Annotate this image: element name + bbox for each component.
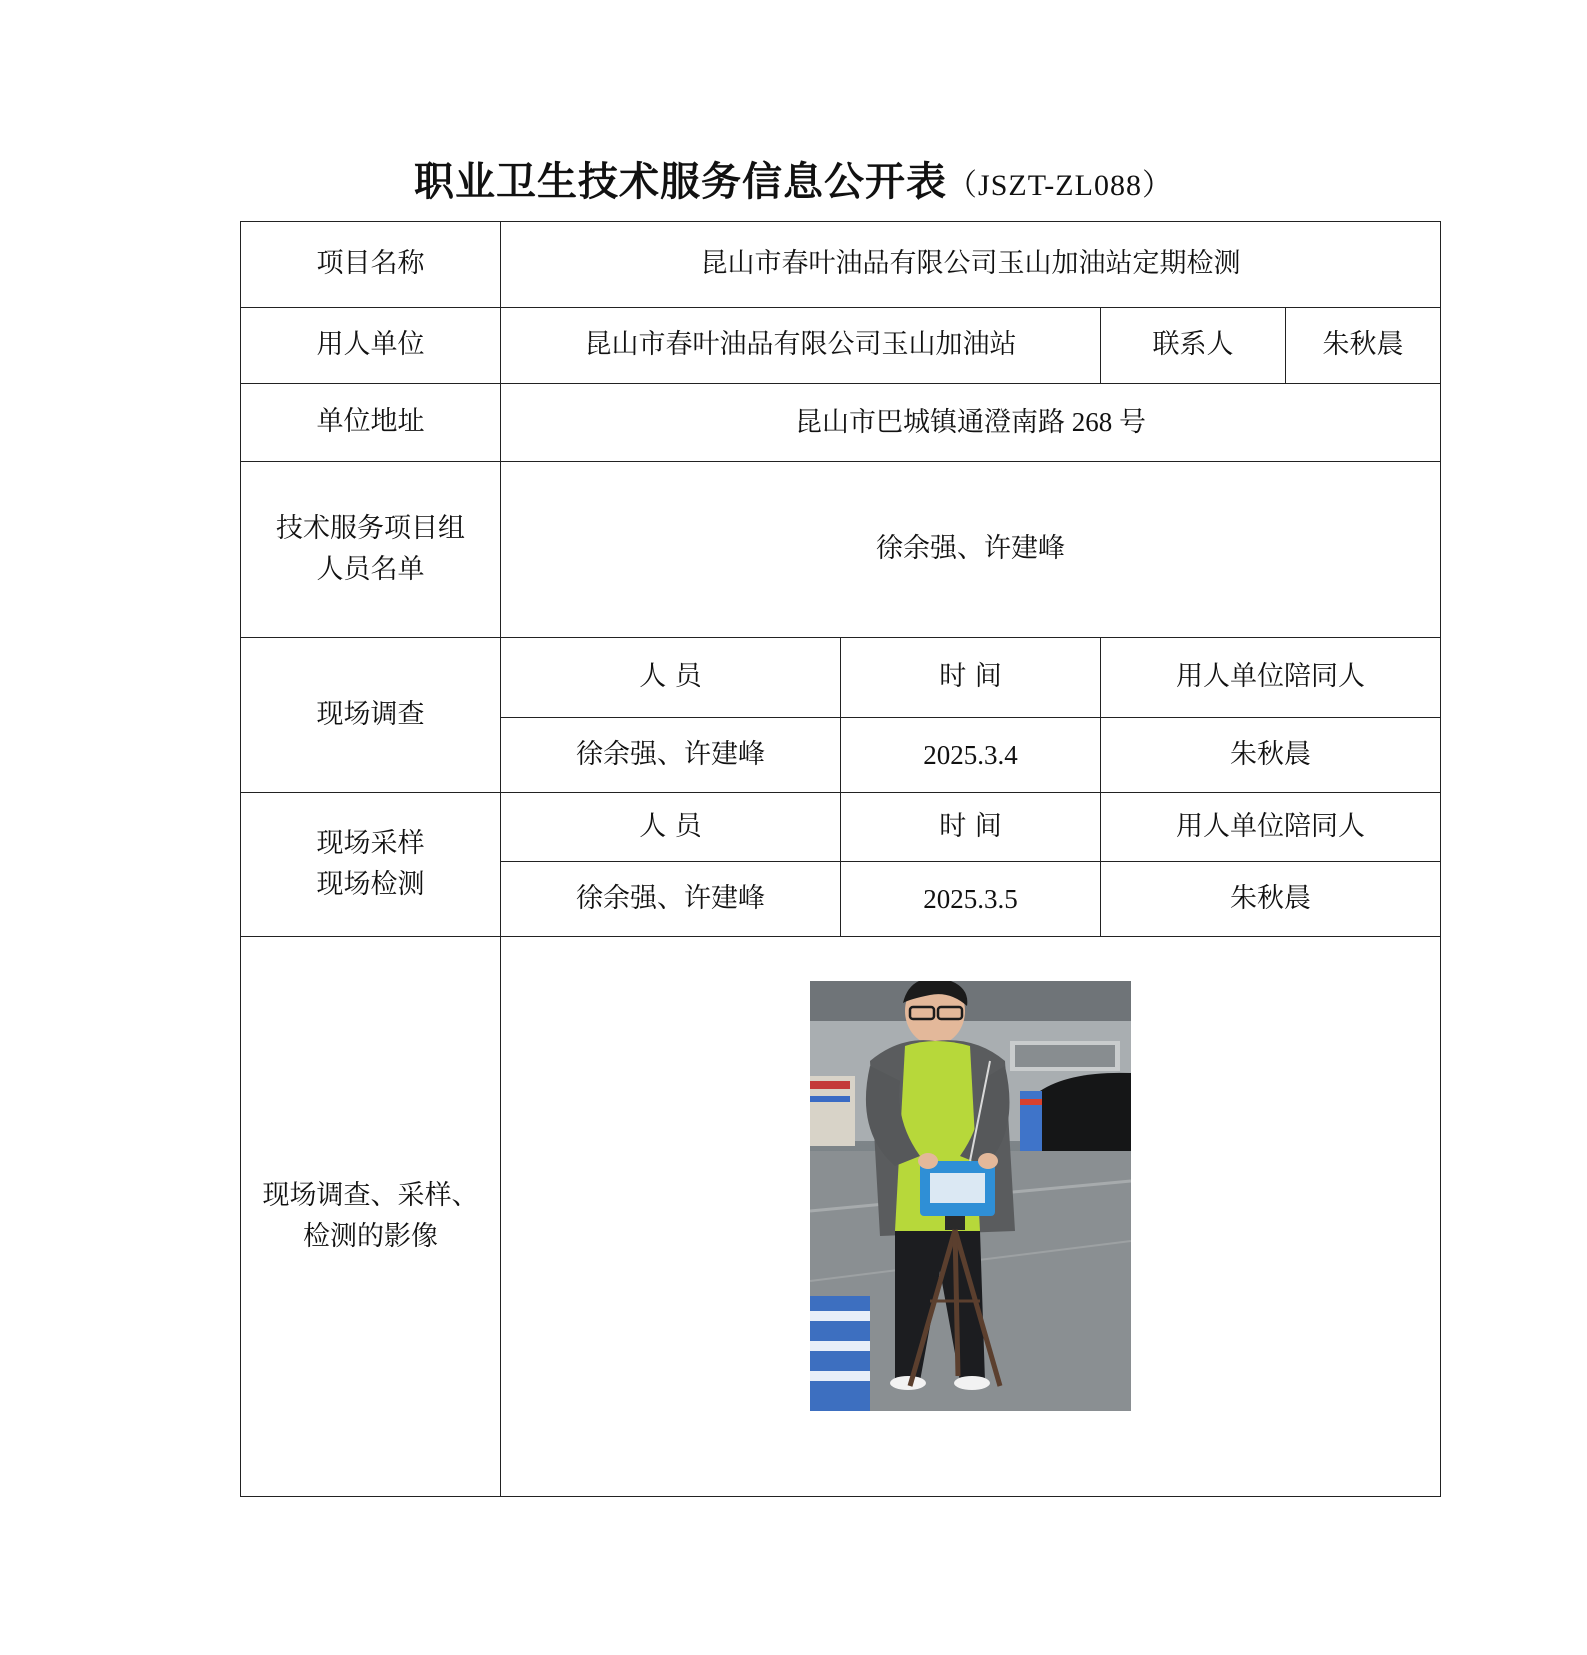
team-label-line1: 技术服务项目组 [276, 513, 465, 544]
images-cell [501, 937, 1441, 1497]
team-label [241, 462, 501, 638]
survey-col-time: 时 间 [841, 638, 1101, 718]
title-text: 职业卫生技术服务信息公开表 [414, 158, 948, 205]
row-address [241, 384, 1441, 462]
sampling-col-time: 时 间 [841, 793, 1101, 862]
team-value: 徐余强、许建峰 [501, 462, 1441, 638]
team-label-line2: 人员名单 [316, 553, 425, 585]
sampling-companion: 朱秋晨 [1101, 862, 1441, 937]
site-photo-illustration [810, 981, 1131, 1411]
sampling-person: 徐余强、许建峰 [501, 862, 841, 937]
survey-companion: 朱秋晨 [1101, 718, 1441, 793]
survey-time: 2025.3.4 [841, 718, 1101, 793]
row-team [241, 462, 1441, 638]
images-label-line1: 现场调查、采样、 [262, 1180, 479, 1211]
sampling-time: 2025.3.5 [841, 862, 1101, 937]
employer-label: 用人单位 [241, 308, 501, 384]
survey-col-companion: 用人单位陪同人 [1101, 638, 1441, 718]
sampling-label-line1: 现场采样 [316, 828, 425, 859]
page-title [0, 150, 1587, 207]
sampling-col-companion: 用人单位陪同人 [1101, 793, 1441, 862]
row-employer [241, 308, 1441, 384]
address-value: 昆山市巴城镇通澄南路 268 号 [501, 384, 1441, 462]
project-value: 昆山市春叶油品有限公司玉山加油站定期检测 [501, 222, 1441, 308]
row-survey-header [241, 638, 1441, 718]
contact-label: 联系人 [1101, 308, 1286, 384]
site-photo [810, 981, 1131, 1411]
address-label: 单位地址 [241, 384, 501, 462]
info-table [240, 221, 1441, 1497]
employer-value: 昆山市春叶油品有限公司玉山加油站 [501, 308, 1101, 384]
project-label: 项目名称 [241, 222, 501, 308]
images-label [241, 937, 501, 1497]
survey-person: 徐余强、许建峰 [501, 718, 841, 793]
title-code: （JSZT-ZL088） [947, 169, 1173, 202]
sampling-label-line2: 现场检测 [316, 868, 425, 900]
row-project [241, 222, 1441, 308]
images-label-line2: 检测的影像 [303, 1220, 438, 1252]
survey-label: 现场调查 [241, 638, 501, 793]
row-images [241, 937, 1441, 1497]
sampling-col-person: 人 员 [501, 793, 841, 862]
sampling-label [241, 793, 501, 937]
contact-value: 朱秋晨 [1286, 308, 1441, 384]
survey-col-person: 人 员 [501, 638, 841, 718]
row-sampling-header [241, 793, 1441, 862]
